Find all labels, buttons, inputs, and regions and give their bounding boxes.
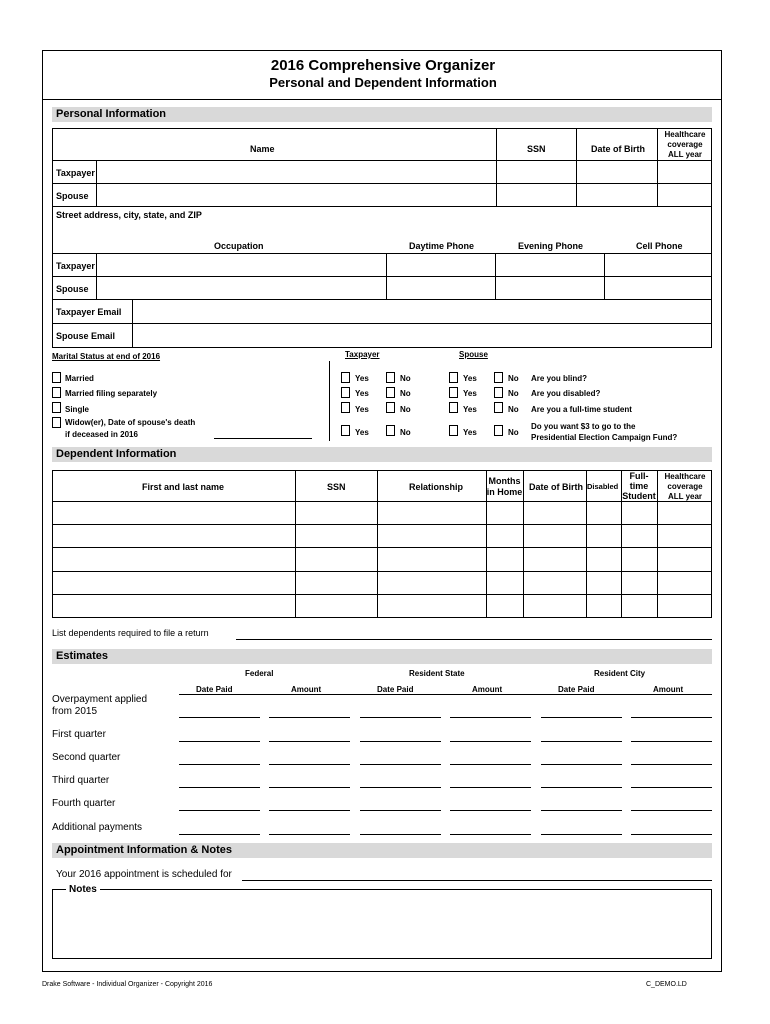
spouse-disabled-yes[interactable]	[449, 387, 458, 398]
section-title: Dependent Information	[56, 448, 177, 460]
amount-field[interactable]	[631, 764, 712, 765]
amount-field[interactable]	[450, 764, 531, 765]
section-title: Appointment Information & Notes	[56, 844, 232, 856]
section-title: Estimates	[56, 650, 108, 662]
organizer-page	[42, 50, 722, 972]
dep-col-months: Months in Home	[486, 476, 523, 497]
dep-col-fulltime: Full- time Student	[622, 471, 656, 501]
question-election-2: Presidential Election Campaign Fund?	[531, 433, 678, 442]
spouse-election-no[interactable]	[494, 425, 503, 436]
date-paid-field[interactable]	[541, 787, 622, 788]
row-spouse-label: Spouse	[56, 191, 89, 201]
spouse-election-yes[interactable]	[449, 425, 458, 436]
table-row[interactable]	[53, 502, 711, 523]
date-paid-field[interactable]	[541, 717, 622, 718]
amount-field[interactable]	[269, 787, 350, 788]
dep-col-name: First and last name	[142, 482, 225, 492]
amount-field[interactable]	[450, 787, 531, 788]
yes-label: Yes	[463, 374, 477, 383]
taxpayer-student-no[interactable]	[386, 402, 395, 413]
date-paid-field[interactable]	[541, 764, 622, 765]
spouse-name-field[interactable]	[97, 184, 495, 205]
date-paid-header: Date Paid	[558, 685, 595, 694]
street-address-field[interactable]	[53, 221, 711, 252]
spouse-occupation-field[interactable]	[97, 277, 385, 298]
no-label: No	[400, 374, 411, 383]
overpayment-label: Overpayment applied from 2015	[52, 694, 148, 717]
married-checkbox[interactable]	[52, 372, 61, 383]
mfs-checkbox[interactable]	[52, 387, 61, 398]
date-paid-field[interactable]	[179, 741, 260, 742]
date-paid-field[interactable]	[179, 787, 260, 788]
taxpayer-email-field[interactable]	[133, 300, 711, 322]
date-paid-header: Date Paid	[377, 685, 414, 694]
taxpayer-occupation-field[interactable]	[97, 254, 385, 275]
dep-col-healthcare: Healthcare coverage ALL year	[664, 472, 706, 501]
page-title: 2016 Comprehensive Organizer	[270, 57, 496, 74]
section-appointment	[52, 843, 712, 858]
taxpayer-disabled-yes[interactable]	[341, 387, 350, 398]
taxpayer-email-label: Taxpayer Email	[56, 307, 122, 317]
list-dependents-field[interactable]	[236, 639, 712, 640]
no-label: No	[400, 405, 411, 414]
taxpayer-blind-yes[interactable]	[341, 372, 350, 383]
question-disabled: Are you disabled?	[531, 389, 601, 398]
amount-header: Amount	[653, 685, 684, 694]
appointment-label: Your 2016 appointment is scheduled for	[56, 869, 232, 880]
spouse-blind-yes[interactable]	[449, 372, 458, 383]
single-label: Single	[65, 405, 90, 414]
yes-label: Yes	[463, 389, 477, 398]
amount-field[interactable]	[631, 787, 712, 788]
no-label: No	[508, 389, 519, 398]
mfs-label: Married filing separately	[65, 389, 158, 398]
col-healthcare: Healthcare coverage ALL year	[664, 130, 706, 159]
table-row[interactable]	[53, 525, 711, 546]
taxpayer-election-no[interactable]	[386, 425, 395, 436]
date-paid-header: Date Paid	[196, 685, 233, 694]
no-label: No	[508, 405, 519, 414]
estimates-city: Resident City	[594, 669, 646, 678]
amount-field[interactable]	[450, 717, 531, 718]
section-personal-information	[52, 107, 712, 122]
table-row[interactable]	[53, 572, 711, 593]
table-row[interactable]	[53, 548, 711, 570]
yes-label: Yes	[355, 389, 369, 398]
amount-field[interactable]	[631, 717, 712, 718]
married-label: Married	[65, 374, 94, 383]
amount-field[interactable]	[631, 834, 712, 835]
row-spouse-occupation-label: Spouse	[56, 284, 89, 294]
date-paid-field[interactable]	[541, 741, 622, 742]
section-dependent-information	[52, 447, 712, 462]
dep-col-ssn: SSN	[327, 482, 346, 492]
spouse-student-yes[interactable]	[449, 402, 458, 413]
street-address-label: Street address, city, state, and ZIP	[56, 210, 202, 220]
col-evening-phone: Evening Phone	[518, 241, 584, 251]
widow-checkbox[interactable]	[52, 417, 61, 428]
col-daytime-phone: Daytime Phone	[409, 241, 475, 251]
amount-field[interactable]	[269, 810, 350, 811]
spouse-heading: Spouse	[459, 350, 488, 359]
section-title: Personal Information	[56, 108, 167, 120]
date-paid-field[interactable]	[541, 810, 622, 811]
section-estimates	[52, 649, 712, 664]
yes-label: Yes	[355, 428, 369, 437]
amount-field[interactable]	[631, 810, 712, 811]
amount-field[interactable]	[269, 741, 350, 742]
spouse-email-label: Spouse Email	[56, 331, 116, 341]
estimates-state: Resident State	[409, 669, 465, 678]
widow-label-2: if deceased in 2016	[65, 430, 138, 439]
taxpayer-disabled-no[interactable]	[386, 387, 395, 398]
fourth-quarter-label: Fourth quarter	[52, 798, 116, 809]
amount-field[interactable]	[450, 810, 531, 811]
widow-label: Widow(er), Date of spouse's death	[65, 418, 196, 427]
yes-label: Yes	[355, 405, 369, 414]
amount-header: Amount	[472, 685, 503, 694]
spouse-blind-no[interactable]	[494, 372, 503, 383]
footer-copyright: Drake Software - Individual Organizer - Copyright 2016	[42, 981, 213, 988]
amount-header: Amount	[291, 685, 322, 694]
no-label: No	[508, 374, 519, 383]
no-label: No	[400, 428, 411, 437]
additional-payments-label: Additional payments	[52, 822, 143, 833]
amount-field[interactable]	[269, 764, 350, 765]
date-paid-field[interactable]	[360, 834, 441, 835]
spouse-student-no[interactable]	[494, 402, 503, 413]
question-student: Are you a full-time student	[531, 405, 632, 414]
row-taxpayer-occupation-label: Taxpayer	[56, 261, 95, 271]
taxpayer-heading: Taxpayer	[345, 350, 380, 359]
amount-field[interactable]	[269, 834, 350, 835]
col-occupation: Occupation	[214, 241, 264, 251]
date-paid-field[interactable]	[179, 764, 260, 765]
date-paid-field[interactable]	[360, 810, 441, 811]
taxpayer-name-field[interactable]	[97, 161, 495, 182]
col-cell-phone: Cell Phone	[636, 241, 683, 251]
dep-col-disabled: Disabled	[587, 482, 619, 491]
date-paid-field[interactable]	[360, 787, 441, 788]
marital-status-label: Marital Status at end of 2016	[52, 352, 161, 361]
dep-col-dob: Date of Birth	[529, 482, 583, 492]
estimates-federal: Federal	[245, 669, 274, 678]
date-paid-field[interactable]	[360, 764, 441, 765]
no-label: No	[400, 389, 411, 398]
date-paid-field[interactable]	[360, 741, 441, 742]
yes-label: Yes	[355, 374, 369, 383]
taxpayer-student-yes[interactable]	[341, 402, 350, 413]
col-ssn: SSN	[527, 144, 546, 154]
question-election: Do you want $3 to go to the	[531, 422, 636, 431]
single-checkbox[interactable]	[52, 402, 61, 413]
spouse-email-field[interactable]	[133, 324, 711, 347]
amount-field[interactable]	[450, 834, 531, 835]
amount-field[interactable]	[450, 741, 531, 742]
spouse-death-date-field[interactable]	[214, 438, 312, 439]
table-row[interactable]	[53, 595, 711, 617]
taxpayer-blind-no[interactable]	[386, 372, 395, 383]
second-quarter-label: Second quarter	[52, 752, 121, 763]
amount-field[interactable]	[631, 741, 712, 742]
notes-label: Notes	[66, 884, 100, 895]
footer-form-code: C_DEMO.LD	[646, 981, 687, 988]
date-paid-field[interactable]	[179, 810, 260, 811]
taxpayer-election-yes[interactable]	[341, 425, 350, 436]
row-taxpayer-label: Taxpayer	[56, 168, 95, 178]
date-paid-field[interactable]	[360, 717, 441, 718]
col-name: Name	[250, 144, 275, 154]
yes-label: Yes	[463, 405, 477, 414]
amount-field[interactable]	[269, 717, 350, 718]
no-label: No	[508, 428, 519, 437]
first-quarter-label: First quarter	[52, 729, 106, 740]
notes-box[interactable]	[52, 889, 712, 959]
date-paid-field[interactable]	[541, 834, 622, 835]
list-dependents-label: List dependents required to file a return	[52, 628, 209, 638]
date-paid-field[interactable]	[179, 717, 260, 718]
dep-col-relationship: Relationship	[409, 482, 464, 492]
question-blind: Are you blind?	[531, 374, 587, 383]
appointment-date-field[interactable]	[242, 880, 712, 881]
date-paid-field[interactable]	[179, 834, 260, 835]
col-dob: Date of Birth	[591, 144, 645, 154]
title-divider	[43, 99, 721, 100]
page-subtitle: Personal and Dependent Information	[269, 75, 497, 90]
spouse-disabled-no[interactable]	[494, 387, 503, 398]
yes-label: Yes	[463, 428, 477, 437]
third-quarter-label: Third quarter	[52, 775, 110, 786]
